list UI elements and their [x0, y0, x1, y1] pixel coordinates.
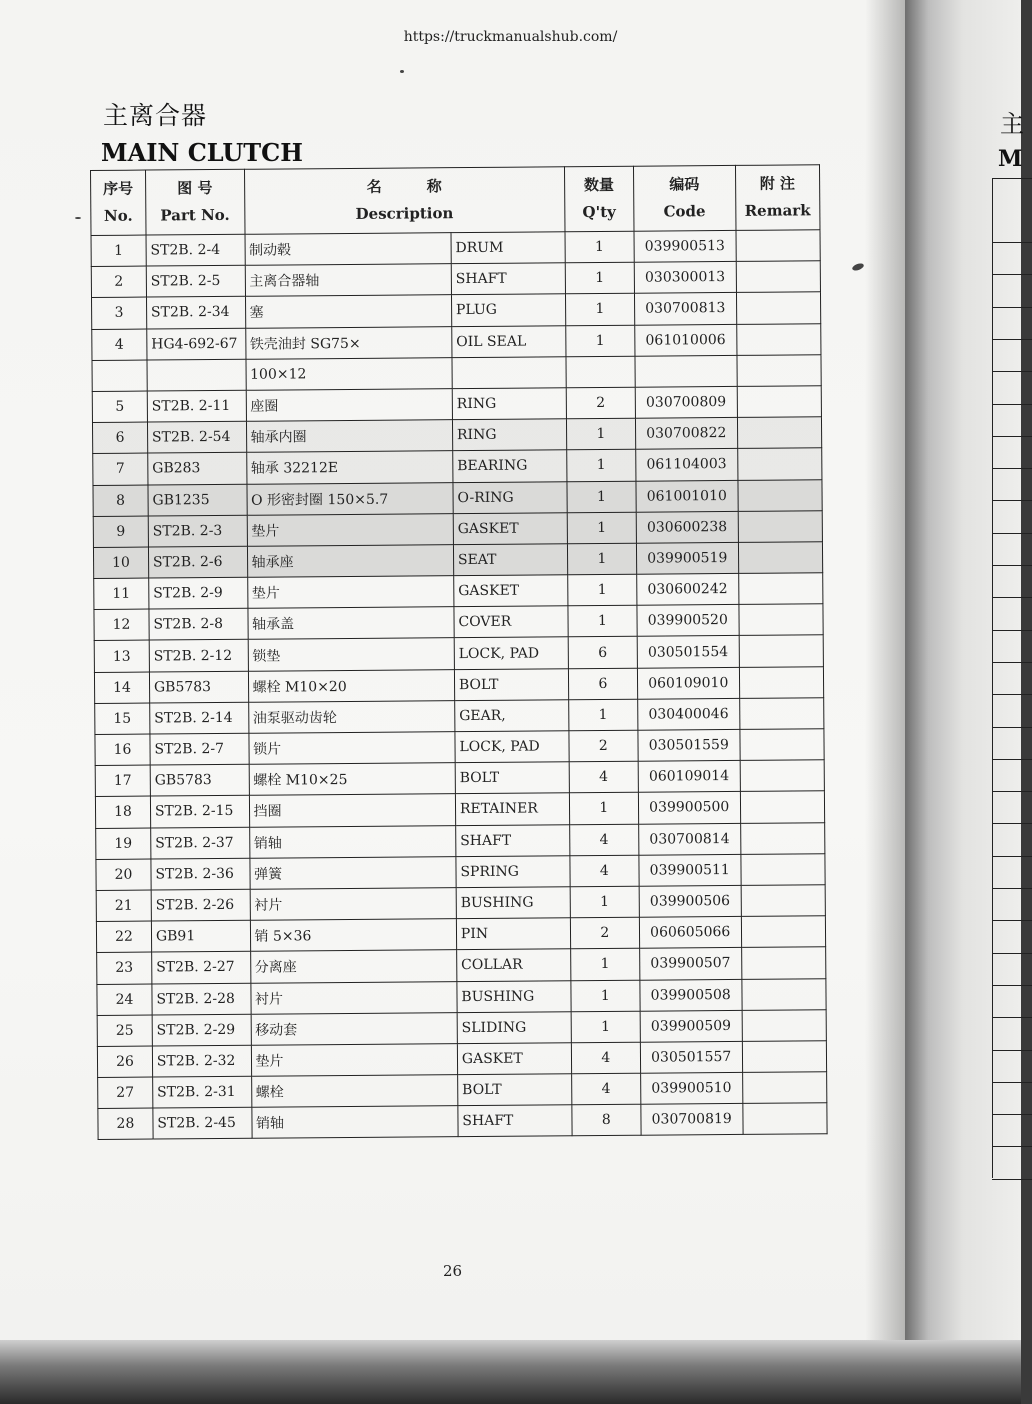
row-name-en: SPRING: [456, 856, 570, 888]
row-no: 17: [95, 765, 150, 797]
row-no: 15: [95, 703, 150, 735]
row-qty: 4: [569, 824, 638, 856]
row-part-no: ST2B. 2-29: [152, 1014, 251, 1046]
adjacent-table-line: [992, 242, 1032, 243]
row-part-no: ST2B. 2-12: [149, 640, 248, 672]
row-name-cn: 轴承内圈: [246, 420, 453, 453]
row-qty: 2: [569, 730, 638, 762]
row-name-en: SEAT: [453, 544, 567, 576]
row-qty: 4: [569, 761, 638, 793]
row-name-cn: 垫片: [251, 1044, 458, 1077]
adjacent-table-line: [992, 1017, 1032, 1018]
row-part-no: ST2B. 2-26: [151, 889, 250, 921]
adjacent-table-line: [992, 1114, 1032, 1115]
row-remark: [737, 448, 822, 480]
row-part-no: ST2B. 2-54: [147, 421, 246, 453]
row-name-cn: 移动套: [251, 1012, 458, 1045]
row-remark: [739, 698, 824, 730]
row-code: 030700819: [641, 1104, 743, 1136]
adjacent-table-line: [992, 404, 1032, 405]
row-qty: 1: [566, 418, 635, 450]
row-part-no: ST2B. 2-37: [151, 827, 250, 859]
row-qty: 1: [565, 262, 634, 294]
title-english: MAIN CLUTCH: [101, 138, 303, 167]
page-number: 26: [442, 1262, 463, 1280]
row-code: 030600242: [637, 573, 739, 605]
row-name-cn: 锁片: [248, 732, 455, 765]
row-part-no: ST2B. 2-4: [146, 234, 245, 266]
row-remark: [739, 635, 824, 667]
row-code: 039900507: [640, 948, 742, 980]
row-part-no: ST2B. 2-27: [152, 952, 251, 984]
row-part-no: ST2B. 2-34: [146, 297, 245, 329]
row-part-no: ST2B. 2-11: [147, 390, 246, 422]
table-row: [98, 1103, 827, 1140]
row-name-en: [452, 357, 566, 389]
adjacent-table-line: [992, 985, 1032, 986]
adjacent-table-line: [992, 727, 1032, 728]
row-no: 10: [93, 547, 148, 579]
row-part-no: ST2B. 2-36: [151, 858, 250, 890]
row-no: 5: [92, 391, 147, 423]
row-name-cn: 轴承盖: [247, 607, 454, 640]
row-remark: [741, 947, 826, 979]
adjacent-table-line: [992, 178, 1032, 179]
adjacent-page: [905, 0, 1024, 1350]
adjacent-table-line: [992, 630, 1032, 631]
scan-speck: [75, 217, 81, 219]
row-no: 2: [91, 266, 146, 298]
row-no: 23: [97, 952, 152, 984]
row-code: 030501554: [637, 636, 739, 668]
row-no: 26: [97, 1046, 152, 1078]
row-name-en: COLLAR: [457, 949, 571, 981]
row-remark: [738, 479, 823, 511]
row-code: 060109014: [638, 761, 740, 793]
row-name-cn: 弹簧: [249, 856, 456, 889]
row-code: 030700813: [634, 293, 736, 325]
row-no: 1: [91, 235, 146, 267]
row-part-no: ST2B. 2-14: [150, 702, 249, 734]
row-code: 030600238: [636, 511, 738, 543]
row-name-cn: 轴承 32212E: [246, 451, 453, 484]
row-part-no: ST2B. 2-9: [149, 577, 248, 609]
row-part-no: ST2B. 2-7: [150, 733, 249, 765]
row-name-en: GASKET: [453, 512, 567, 544]
row-name-en: GEAR,: [455, 700, 569, 732]
row-code: 030700814: [639, 823, 741, 855]
row-qty: 1: [567, 512, 636, 544]
adjacent-table-line: [992, 1082, 1032, 1083]
row-no: 24: [97, 984, 152, 1016]
row-qty: 4: [571, 1073, 640, 1105]
row-part-no: ST2B. 2-5: [146, 265, 245, 297]
row-name-cn: 螺栓: [251, 1075, 458, 1108]
row-remark: [737, 355, 822, 387]
row-name-cn: 分离座: [250, 950, 457, 983]
row-part-no: HG4-692-67: [147, 328, 246, 360]
row-no: 6: [92, 422, 147, 454]
row-no: 9: [93, 516, 148, 548]
row-qty: 4: [571, 1042, 640, 1074]
row-name-cn: 销轴: [249, 825, 456, 858]
table-header-row: [91, 165, 820, 236]
row-no: 14: [94, 672, 149, 704]
row-no: 19: [96, 828, 151, 860]
row-name-cn: 衬片: [250, 981, 457, 1014]
header-remark: 附 注 Remark: [735, 165, 820, 231]
row-no: 12: [94, 609, 149, 641]
scan-speck: [400, 70, 404, 73]
row-name-cn: 主离合器轴: [245, 264, 452, 297]
row-code: [635, 355, 737, 387]
row-qty: 6: [568, 637, 637, 669]
row-qty: 6: [568, 668, 637, 700]
row-code: 061001010: [636, 480, 738, 512]
row-qty: 1: [571, 980, 640, 1012]
row-part-no: GB5783: [150, 764, 249, 796]
row-no: 22: [96, 921, 151, 953]
row-code: 039900509: [640, 1010, 742, 1042]
row-name-cn: 垫片: [247, 513, 454, 546]
row-code: 060605066: [639, 917, 741, 949]
row-qty: 1: [566, 450, 635, 482]
row-remark: [736, 292, 821, 324]
row-qty: 1: [567, 543, 636, 575]
row-qty: 1: [570, 886, 639, 918]
row-qty: 8: [572, 1104, 641, 1136]
header-part-no: 图 号 Part No.: [145, 169, 244, 235]
row-part-no: ST2B. 2-3: [148, 515, 247, 547]
row-name-cn: 制动毂: [245, 233, 452, 266]
header-no: 序号 No.: [91, 170, 146, 235]
row-remark: [741, 978, 826, 1010]
row-remark: [738, 573, 823, 605]
row-remark: [736, 323, 821, 355]
row-name-cn: 油泵驱动齿轮: [248, 700, 455, 733]
row-no: 18: [95, 796, 150, 828]
row-remark: [741, 916, 826, 948]
row-part-no: ST2B. 2-45: [153, 1108, 252, 1140]
row-code: 030501559: [638, 729, 740, 761]
row-qty: [566, 356, 635, 388]
row-name-en: OIL SEAL: [452, 325, 566, 357]
row-part-no: [147, 359, 246, 391]
row-code: 039900520: [637, 605, 739, 637]
row-remark: [742, 1041, 827, 1073]
row-code: 030400046: [638, 698, 740, 730]
row-name-en: LOCK, PAD: [454, 637, 568, 669]
row-code: 030501557: [640, 1041, 742, 1073]
row-remark: [742, 1103, 827, 1135]
row-name-cn: 垫片: [247, 576, 454, 609]
row-remark: [742, 1009, 827, 1041]
row-name-cn: 销 5×36: [250, 919, 457, 952]
row-part-no: GB283: [148, 453, 247, 485]
row-code: 039900508: [640, 979, 742, 1011]
row-qty: 1: [571, 1011, 640, 1043]
row-qty: 1: [565, 231, 634, 263]
scan-bottom-edge: [0, 1340, 1021, 1404]
header-qty: 数量 Q'ty: [564, 166, 634, 232]
row-no: 7: [93, 453, 148, 485]
adjacent-table-line: [992, 565, 1032, 566]
row-no: 20: [96, 859, 151, 891]
row-part-no: ST2B. 2-15: [150, 796, 249, 828]
row-name-en: BOLT: [455, 762, 569, 794]
row-no: 16: [95, 734, 150, 766]
adjacent-table-line: [992, 1179, 1032, 1180]
adjacent-table-line: [992, 759, 1032, 760]
row-no: 3: [92, 297, 147, 329]
row-part-no: ST2B. 2-6: [148, 546, 247, 578]
row-no: 21: [96, 890, 151, 922]
adjacent-table-line: [992, 662, 1032, 663]
adjacent-table-line: [992, 500, 1032, 501]
row-remark: [738, 510, 823, 542]
row-remark: [738, 604, 823, 636]
adjacent-title-english: M: [998, 146, 1023, 172]
row-name-en: DRUM: [451, 232, 565, 264]
header-code: 编码 Code: [633, 165, 735, 231]
adjacent-table-line: [992, 694, 1032, 695]
row-remark: [737, 386, 822, 418]
row-code: 030700809: [635, 386, 737, 418]
adjacent-table-line: [992, 920, 1032, 921]
row-name-cn: O 形密封圈 150×5.7: [246, 482, 453, 515]
row-name-cn: 座圈: [246, 389, 453, 422]
row-no: 25: [97, 1015, 152, 1047]
adjacent-table-line: [992, 339, 1032, 340]
row-no: 28: [98, 1108, 153, 1140]
row-name-cn: 衬片: [250, 888, 457, 921]
row-remark: [739, 729, 824, 761]
scan-speck: [851, 262, 864, 272]
row-remark: [742, 1072, 827, 1104]
row-remark: [736, 230, 821, 262]
row-remark: [736, 261, 821, 293]
row-part-no: ST2B. 2-31: [153, 1076, 252, 1108]
row-name-en: SHAFT: [456, 824, 570, 856]
row-qty: 2: [566, 387, 635, 419]
row-qty: 1: [567, 481, 636, 513]
row-part-no: GB91: [151, 920, 250, 952]
row-no: 4: [92, 329, 147, 361]
adjacent-table-line: [992, 307, 1032, 308]
row-code: 039900513: [634, 230, 736, 262]
row-qty: 1: [568, 605, 637, 637]
row-no: 13: [94, 640, 149, 672]
source-url: https://truckmanualshub.com/: [403, 29, 618, 45]
row-name-en: GASKET: [454, 575, 568, 607]
adjacent-table-line: [992, 468, 1032, 469]
row-name-cn: 塞: [245, 295, 452, 328]
row-no: 11: [94, 578, 149, 610]
row-qty: 4: [570, 855, 639, 887]
row-no: 8: [93, 485, 148, 517]
row-name-cn: 销轴: [251, 1106, 458, 1139]
row-code: 039900506: [639, 885, 741, 917]
row-name-en: BEARING: [453, 450, 567, 482]
row-remark: [739, 666, 824, 698]
adjacent-table-line: [992, 274, 1032, 275]
row-name-en: O-RING: [453, 481, 567, 513]
adjacent-table-line: [992, 533, 1032, 534]
row-name-cn: 锁垫: [248, 638, 455, 671]
adjacent-table-line: [992, 953, 1032, 954]
parts-table: [90, 164, 828, 1140]
row-name-en: LOCK, PAD: [455, 731, 569, 763]
row-name-en: RING: [452, 419, 566, 451]
row-name-en: SLIDING: [457, 1011, 571, 1043]
row-qty: 2: [570, 917, 639, 949]
row-name-en: RING: [452, 388, 566, 420]
row-part-no: GB1235: [148, 484, 247, 516]
row-name-en: BOLT: [458, 1074, 572, 1106]
adjacent-table-line: [992, 888, 1032, 889]
adjacent-table-line: [992, 1050, 1032, 1051]
row-name-cn: 螺栓 M10×25: [249, 763, 456, 796]
row-code: 039900511: [639, 854, 741, 886]
row-code: 030700822: [635, 418, 737, 450]
title-chinese: 主离合器: [103, 101, 208, 130]
adjacent-table-edge: [992, 178, 1032, 1178]
row-name-cn: 轴承座: [247, 545, 454, 578]
adjacent-table-line: [992, 436, 1032, 437]
row-name-cn: 100×12: [245, 357, 452, 390]
row-qty: 1: [565, 294, 634, 326]
row-remark: [740, 791, 825, 823]
row-remark: [740, 822, 825, 854]
adjacent-table-line: [992, 597, 1032, 598]
row-remark: [737, 417, 822, 449]
header-description: 名 称 Description: [244, 167, 565, 235]
row-no: [92, 360, 147, 392]
row-name-cn: 螺栓 M10×20: [248, 669, 455, 702]
row-name-en: BOLT: [454, 668, 568, 700]
row-code: 060109010: [637, 667, 739, 699]
row-name-en: BUSHING: [456, 887, 570, 919]
adjacent-table-line: [992, 856, 1032, 857]
adjacent-table-line: [992, 371, 1032, 372]
row-remark: [740, 853, 825, 885]
row-name-en: COVER: [454, 606, 568, 638]
row-qty: 1: [570, 949, 639, 981]
row-name-en: SHAFT: [458, 1105, 572, 1137]
row-remark: [740, 760, 825, 792]
row-name-en: RETAINER: [455, 793, 569, 825]
row-code: 039900510: [641, 1072, 743, 1104]
row-part-no: GB5783: [149, 671, 248, 703]
row-code: 039900500: [638, 792, 740, 824]
row-no: 27: [98, 1077, 153, 1109]
row-name-en: BUSHING: [457, 980, 571, 1012]
row-name-en: PLUG: [451, 294, 565, 326]
row-code: 061104003: [636, 449, 738, 481]
row-name-en: PIN: [456, 918, 570, 950]
row-remark: [738, 542, 823, 574]
row-name-cn: 挡圈: [249, 794, 456, 827]
adjacent-table-line: [992, 823, 1032, 824]
row-name-en: GASKET: [457, 1043, 571, 1075]
row-qty: 1: [567, 574, 636, 606]
row-name-cn: 铁壳油封 SG75×: [245, 326, 452, 359]
row-part-no: ST2B. 2-8: [149, 609, 248, 641]
row-part-no: ST2B. 2-32: [152, 1045, 251, 1077]
adjacent-table-line: [992, 791, 1032, 792]
row-name-en: SHAFT: [451, 263, 565, 295]
row-code: 039900519: [636, 542, 738, 574]
adjacent-table-line: [992, 1146, 1032, 1147]
adjacent-title-chinese: 主: [1000, 110, 1024, 138]
row-qty: 1: [569, 793, 638, 825]
row-part-no: ST2B. 2-28: [152, 983, 251, 1015]
row-code: 061010006: [635, 324, 737, 356]
row-code: 030300013: [634, 262, 736, 294]
row-remark: [741, 885, 826, 917]
row-qty: 1: [566, 325, 635, 357]
row-qty: 1: [568, 699, 637, 731]
